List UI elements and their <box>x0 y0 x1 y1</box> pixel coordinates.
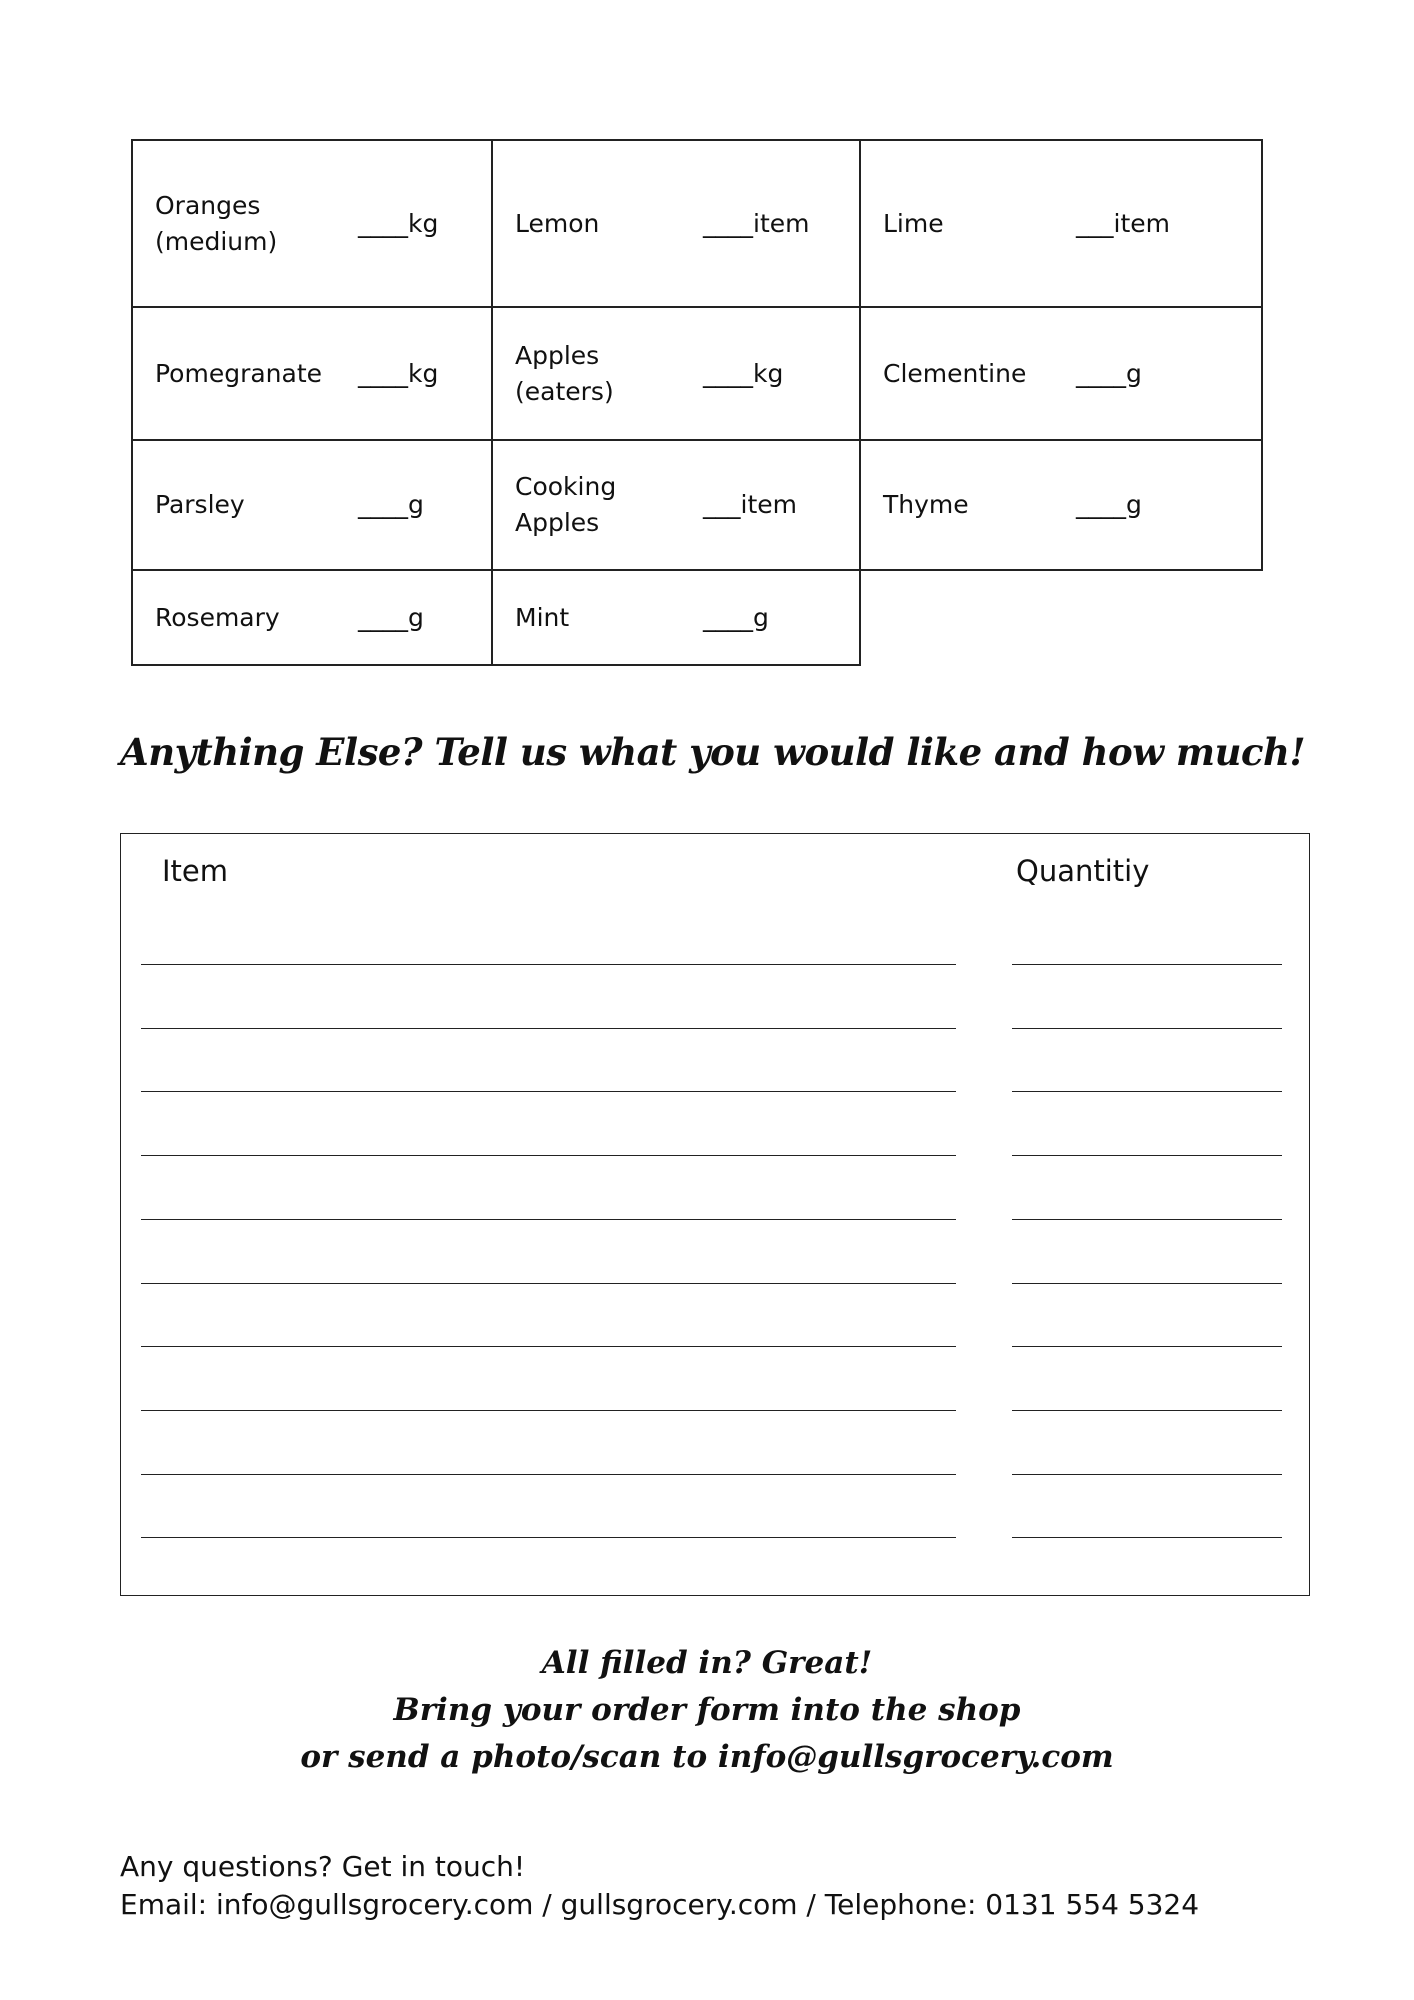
item-write-line[interactable] <box>141 1219 956 1220</box>
quantity-blank[interactable]: ____g <box>1076 358 1142 388</box>
item-column-header: Item <box>162 854 229 888</box>
contact-details: Email: info@gullsgrocery.com / gullsgrocery.com / Telephone: 0131 554 5324 <box>120 1888 1200 1921</box>
produce-name: Lime <box>883 208 944 238</box>
produce-cell <box>132 570 492 665</box>
quantity-write-line[interactable] <box>1012 1155 1282 1156</box>
produce-cell <box>860 440 1262 570</box>
produce-name: Lemon <box>515 208 600 238</box>
quantity-write-line[interactable] <box>1012 1283 1282 1284</box>
quantity-write-line[interactable] <box>1012 1410 1282 1411</box>
item-write-line[interactable] <box>141 1028 956 1029</box>
produce-name: Apples (eaters) <box>515 340 614 406</box>
quantity-write-line[interactable] <box>1012 964 1282 965</box>
produce-cell <box>492 307 860 440</box>
produce-name: Oranges (medium) <box>155 190 278 256</box>
contact-intro: Any questions? Get in touch! <box>120 1850 526 1883</box>
quantity-blank[interactable]: ___item <box>1076 208 1170 238</box>
produce-name: Cooking Apples <box>515 472 617 537</box>
produce-cell <box>492 440 860 570</box>
quantity-write-line[interactable] <box>1012 1091 1282 1092</box>
item-write-line[interactable] <box>141 1346 956 1347</box>
produce-row <box>132 307 1262 440</box>
quantity-blank[interactable]: ____g <box>358 490 424 519</box>
produce-cell <box>492 140 860 307</box>
produce-cell <box>132 440 492 570</box>
produce-cell <box>132 140 492 307</box>
produce-row <box>132 440 1262 570</box>
footer-line: All filled in? Great! <box>541 1645 873 1681</box>
item-write-line[interactable] <box>141 1474 956 1475</box>
anything-else-heading: Anything Else? Tell us what you would like and how much! <box>120 730 1306 774</box>
free-order-box <box>120 833 1310 1596</box>
produce-cell <box>132 307 492 440</box>
empty-cell <box>860 570 1262 665</box>
produce-name: Thyme <box>883 490 969 519</box>
produce-row <box>132 570 1262 665</box>
quantity-column-header: Quantitiy <box>1016 854 1150 888</box>
quantity-write-line[interactable] <box>1012 1474 1282 1475</box>
produce-name: Parsley <box>155 490 245 519</box>
quantity-blank[interactable]: ____item <box>703 208 810 238</box>
item-write-line[interactable] <box>141 1537 956 1538</box>
item-write-line[interactable] <box>141 964 956 965</box>
quantity-write-line[interactable] <box>1012 1346 1282 1347</box>
quantity-blank[interactable]: ____kg <box>358 358 439 388</box>
quantity-blank[interactable]: ____kg <box>703 358 784 388</box>
quantity-write-line[interactable] <box>1012 1537 1282 1538</box>
produce-name: Pomegranate <box>155 358 323 388</box>
quantity-blank[interactable]: ____g <box>703 602 769 632</box>
produce-name: Rosemary <box>155 602 280 632</box>
produce-row <box>132 140 1262 307</box>
produce-name: Mint <box>515 602 570 632</box>
footer-line: Bring your order form into the shop <box>393 1692 1021 1728</box>
produce-cell <box>860 140 1262 307</box>
item-write-line[interactable] <box>141 1155 956 1156</box>
quantity-blank[interactable]: ____kg <box>358 208 439 238</box>
quantity-write-line[interactable] <box>1012 1219 1282 1220</box>
produce-table <box>131 139 1263 666</box>
item-write-line[interactable] <box>141 1091 956 1092</box>
quantity-write-line[interactable] <box>1012 1028 1282 1029</box>
footer-line: or send a photo/scan to info@gullsgrocery.com <box>300 1739 1114 1775</box>
footer-call-to-action <box>0 1640 1414 1781</box>
produce-name: Clementine <box>883 358 1027 388</box>
produce-cell <box>860 307 1262 440</box>
quantity-blank[interactable]: ____g <box>1076 490 1142 519</box>
contact-info <box>120 1848 1199 1924</box>
item-write-line[interactable] <box>141 1283 956 1284</box>
quantity-blank[interactable]: ___item <box>703 490 797 519</box>
item-write-line[interactable] <box>141 1410 956 1411</box>
quantity-blank[interactable]: ____g <box>358 602 424 632</box>
produce-cell <box>492 570 860 665</box>
